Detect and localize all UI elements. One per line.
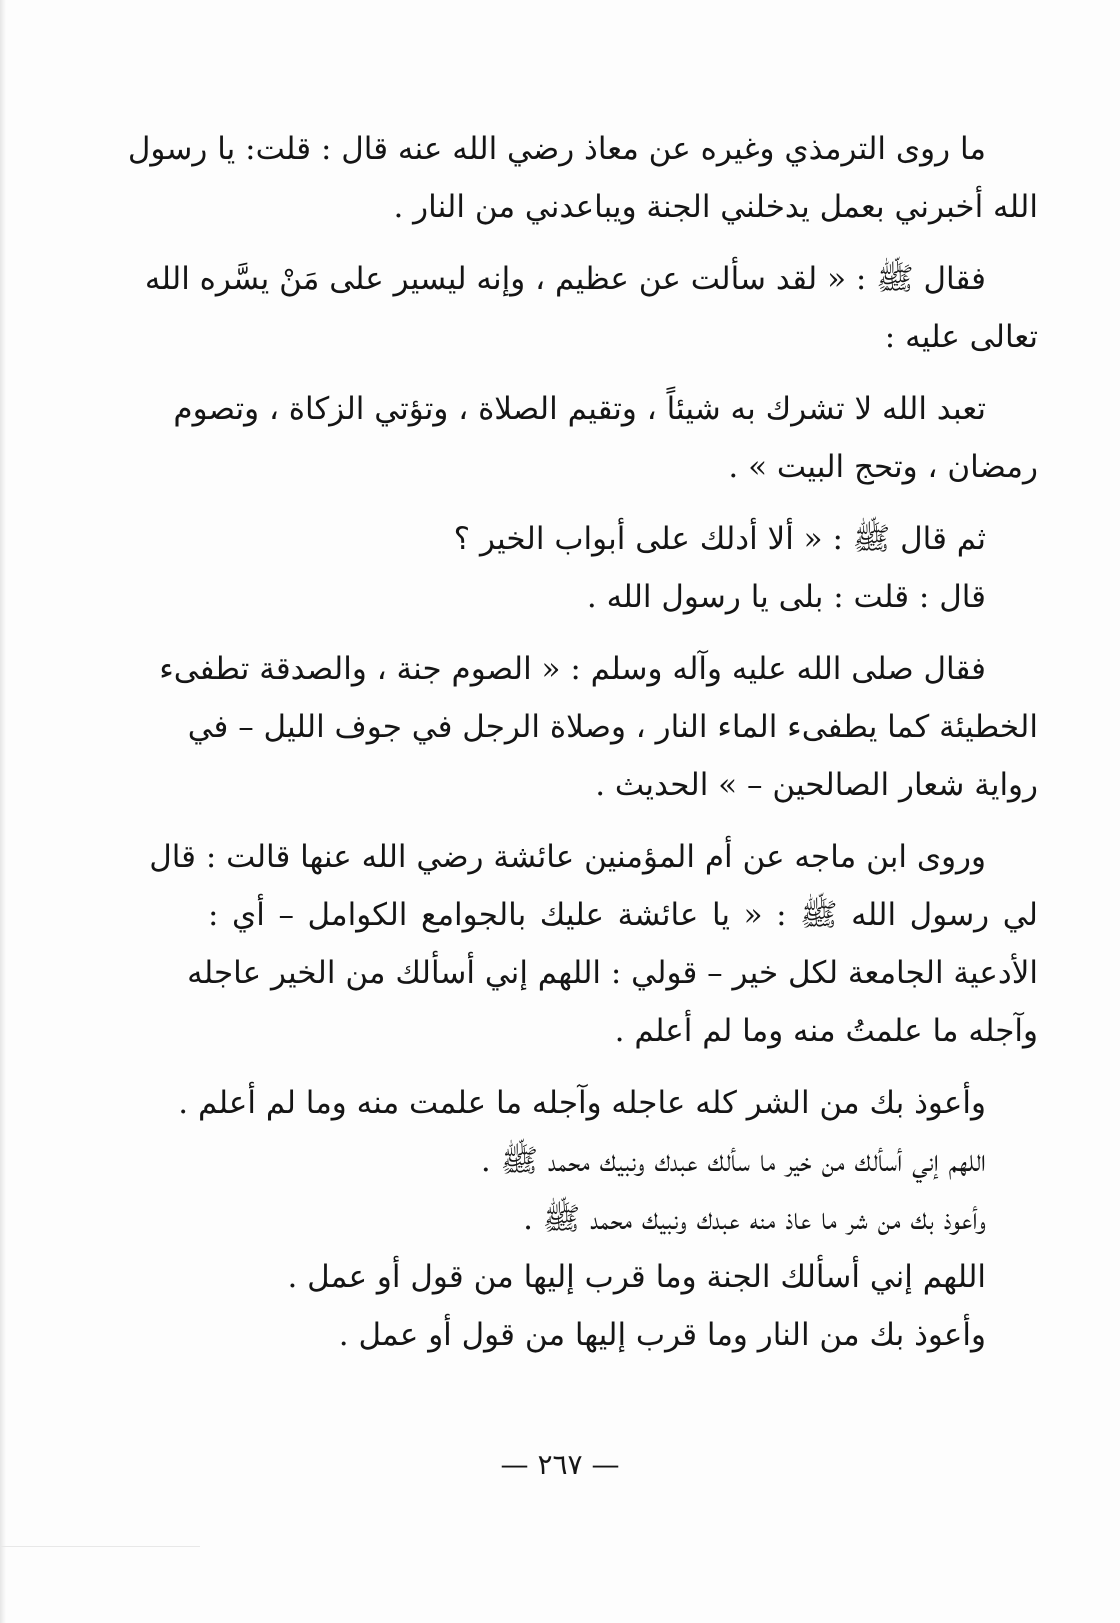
paragraph-muadh-question (127, 120, 1038, 236)
supplication-list (178, 1074, 1038, 1364)
text-line: ما روى الترمذي وغيره عن معاذ رضي الله عنه قال : قلت: يا رسول (127, 131, 986, 167)
main-text (127, 120, 1038, 1364)
text-line: وآجله ما علمتُ منه وما لم أعلم . (614, 1013, 1038, 1049)
page-edge-shadow (0, 0, 6, 1623)
supplication-line: اللهم إني أسألك من خير ما سألك عبدك ونبيك محمد ﷺ . (480, 1143, 986, 1179)
paragraph-ibn-majah (149, 828, 1038, 1060)
page-number-text: — ٢٦٧ — (500, 1448, 620, 1481)
text-line: الخطيئة كما يطفىء الماء النار ، وصلاة الرجل في جوف الليل – في (187, 709, 1038, 745)
text-line: لي رسول الله ﷺ : « يا عائشة عليك بالجوامع الكوامل – أي : (208, 897, 1038, 933)
paragraph-gates-of-good (208, 510, 1038, 568)
scan-artifact-line (0, 1546, 200, 1547)
text-line: ثم قال ﷺ : « ألا أدلك على أبواب الخير ؟ (453, 521, 986, 557)
text-line: الله أخبرني بعمل يدخلني الجنة ويباعدني من النار . (393, 189, 1038, 225)
text-line: فقال صلى الله عليه وآله وسلم : « الصوم جنة ، والصدقة تطفىء (159, 651, 986, 687)
text-line: تعبد الله لا تشرك به شيئاً ، وتقيم الصلاة ، وتؤتي الزكاة ، وتصوم (173, 391, 986, 427)
supplication-line: وأعوذ بك من شر ما عاذ منه عبدك ونبيك محمد ﷺ . (523, 1201, 986, 1237)
paragraph-prophet-answer (144, 250, 1038, 366)
supplication-line: وأعوذ بك من النار وما قرب إليها من قول أو عمل . (338, 1317, 986, 1353)
page-number (0, 1448, 1120, 1481)
text-line: الأدعية الجامعة لكل خير – قولي : اللهم إني أسألك من الخير عاجله (187, 955, 1038, 991)
paragraph-fasting-shield (159, 640, 1038, 814)
paragraph-reply (208, 568, 1038, 626)
text-line: قال : قلت : بلى يا رسول الله . (586, 579, 986, 615)
text-line: رمضان ، وتحج البيت » . (728, 449, 1038, 485)
supplication-line: اللهم إني أسألك الجنة وما قرب إليها من قول أو عمل . (287, 1259, 986, 1295)
text-line: وروى ابن ماجه عن أم المؤمنين عائشة رضي الله عنها قالت : قال (149, 839, 986, 875)
supplication-line: وأعوذ بك من الشر كله عاجله وآجله ما علمت منه وما لم أعلم . (178, 1085, 986, 1121)
text-line: تعالى عليه : (884, 319, 1038, 355)
text-line: رواية شعار الصالحين – » الحديث . (595, 767, 1038, 803)
paragraph-pillars (173, 380, 1038, 496)
text-line: فقال ﷺ : « لقد سألت عن عظيم ، وإنه ليسير على مَنْ يسَّره الله (144, 261, 986, 297)
